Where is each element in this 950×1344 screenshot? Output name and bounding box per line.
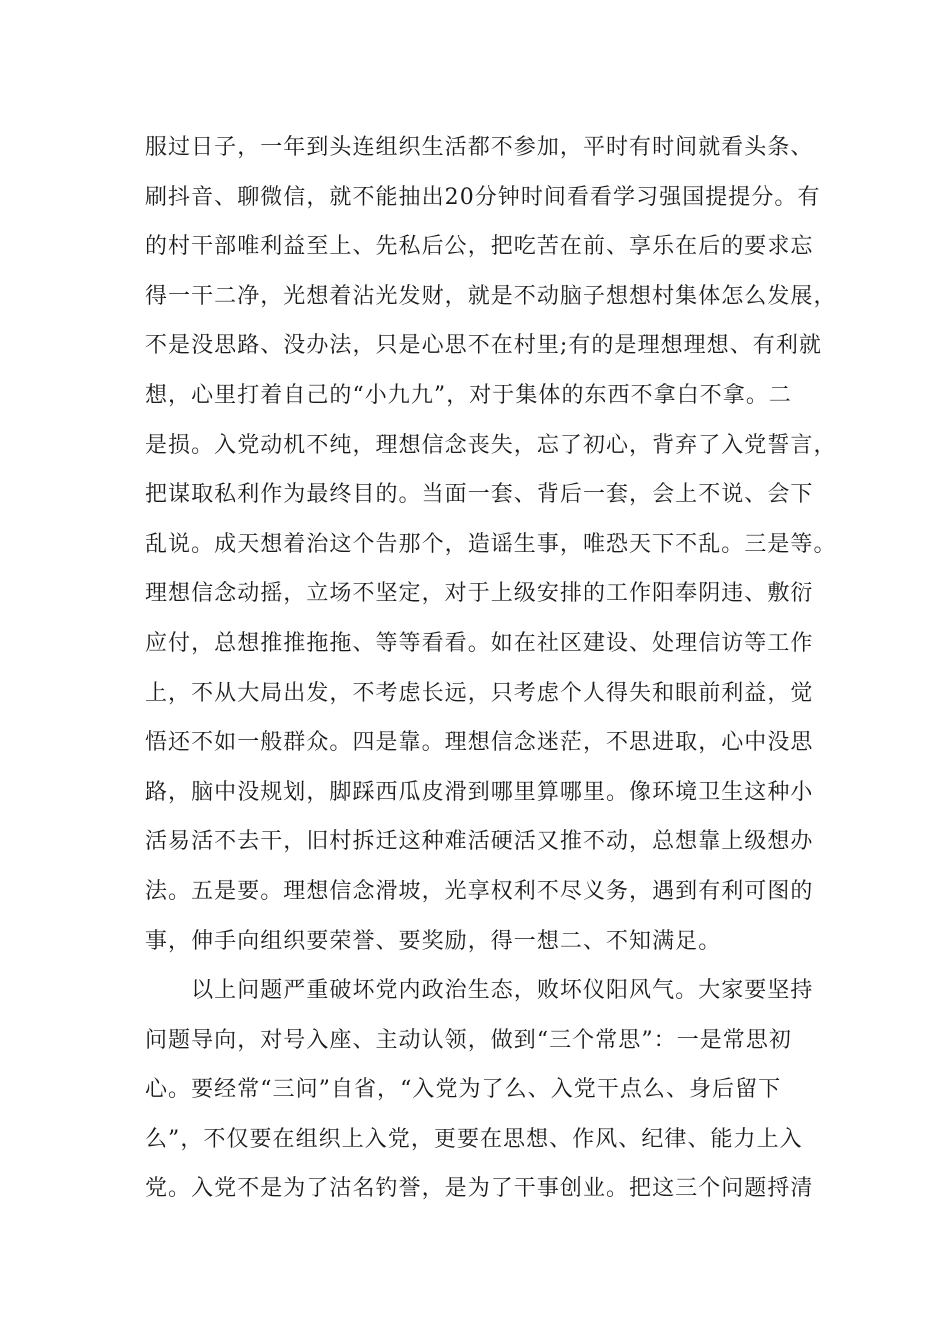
text-line: 不是没思路、没办法，只是心思不在村里;有的是理想理想、有利就 [145,333,822,359]
text-line: 问题导向，对号入座、主动认领，做到“三个常思”：一是常思初 [145,1027,792,1053]
text-line: 么”，不仅要在组织上入党，更要在思想、作风、纪律、能力上入 [145,1126,803,1152]
text-line: 悟还不如一般群众。四是靠。理想信念迷茫，不思进取，心中没思 [145,730,814,756]
text-line: 活易活不去干，旧村拆迁这种难活硬活又推不动，总想靠上级想办 [145,829,814,855]
text-line: 想，心里打着自己的“小九九”，对于集体的东西不拿白不拿。二 [145,382,792,408]
text-line: 路，脑中没规划，脚踩西瓜皮滑到哪里算哪里。像环境卫生这种小 [145,779,814,805]
text-line: 心。要经常“三问”自省，“入党为了么、入党干点么、身后留下 [145,1077,782,1103]
text-line: 事，伸手向组织要荣誉、要奖励，得一想二、不知满足。 [145,928,722,954]
paragraph-start-line: 以上问题严重破坏党内政治生态，败坏仪阳风气。大家要坚持 [145,978,814,1004]
text-line: 乱说。成天想着治这个告那个，造谣生事，唯恐天下不乱。三是等。 [145,531,837,557]
text-line: 刷抖音、聊微信，就不能抽出20分钟时间看看学习强国提提分。有 [145,184,821,210]
body-text [145,130,837,1221]
text-line: 应付，总想推推拖拖、等等看看。如在社区建设、处理信访等工作 [145,630,814,656]
text-line: 法。五是要。理想信念滑坡，光享权利不尽义务，遇到有利可图的 [145,878,814,904]
text-line: 理想信念动摇，立场不坚定，对于上级安排的工作阳奉阴违、敷衍 [145,581,814,607]
text-line: 的村干部唯利益至上、先私后公，把吃苦在前、享乐在后的要求忘 [145,234,814,260]
text-line: 是损。入党动机不纯，理想信念丧失，忘了初心，背弃了入党誓言， [145,432,837,458]
text-line: 上，不从大局出发，不考虑长远，只考虑个人得失和眼前利益，觉 [145,680,814,706]
text-line: 服过日子，一年到头连组织生活都不参加，平时有时间就看头条、 [145,135,814,160]
text-line: 党。入党不是为了沽名钓誉，是为了干事创业。把这三个问题捋清 [145,1176,814,1202]
text-line: 得一干二净，光想着沾光发财，就是不动脑子想想村集体怎么发展， [145,283,837,309]
text-line: 把谋取私利作为最终目的。当面一套、背后一套，会上不说、会下 [145,482,814,508]
